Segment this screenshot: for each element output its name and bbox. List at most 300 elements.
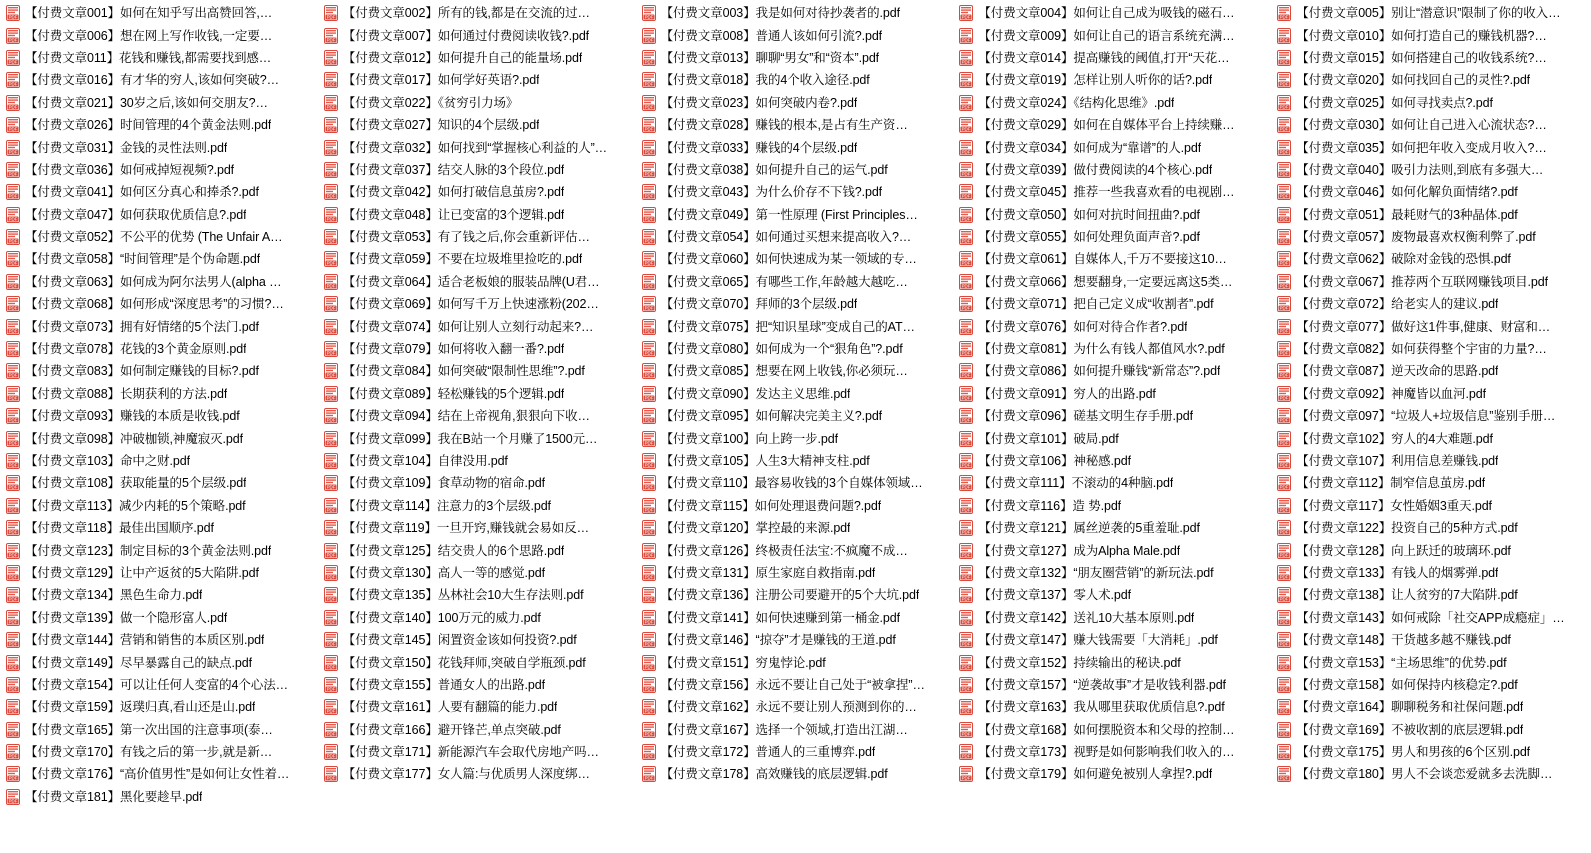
file-list-item[interactable] [955,584,1273,606]
file-list-item[interactable] [955,226,1273,248]
pdf-icon [324,543,338,559]
file-list-item[interactable] [320,338,638,360]
file-list-item[interactable] [638,114,956,136]
svg-text:PDF: PDF [961,328,971,334]
file-list-item[interactable] [320,383,638,405]
file-list-item[interactable] [955,450,1273,472]
file-list-item[interactable] [320,204,638,226]
file-list-item[interactable] [955,315,1273,337]
file-list-item[interactable] [638,562,956,584]
pdf-icon [6,274,20,290]
svg-text:PDF: PDF [1279,171,1289,177]
file-list-item[interactable] [320,674,638,696]
svg-text:PDF: PDF [1279,731,1289,737]
file-list-item[interactable] [955,741,1273,763]
file-list-item[interactable] [320,159,638,181]
file-list-item[interactable] [1273,651,1591,673]
file-list-item[interactable] [320,584,638,606]
file-list-item[interactable] [955,360,1273,382]
svg-text:PDF: PDF [644,238,653,244]
file-list-item[interactable] [1273,24,1591,46]
file-list-item[interactable] [2,383,320,405]
file-list-item[interactable] [2,338,320,360]
file-list-item[interactable] [1273,607,1591,629]
file-name-label: 【付费文章087】逆天改命的思路.pdf [1296,364,1499,379]
file-list-item[interactable] [955,607,1273,629]
svg-text:PDF: PDF [326,395,336,401]
file-name-label: 【付费文章106】神秘感.pdf [978,454,1131,468]
file-list-item[interactable] [1273,495,1591,517]
file-name-label: 【付费文章149】尽早暴露自己的缺点.pdf [25,655,253,670]
file-list-item[interactable] [2,763,320,785]
file-name-label: 【付费文章019】怎样让别人听你的话?.pdf [978,73,1213,88]
file-list-item[interactable] [638,607,956,629]
file-name-label: 【付费文章176】“高价值男性”是如何让女性着… [25,767,290,782]
file-list-item[interactable] [955,159,1273,181]
svg-text:PDF: PDF [961,552,971,558]
file-list-item[interactable] [955,2,1273,24]
file-list-item[interactable] [638,427,956,449]
svg-text:PDF: PDF [644,664,653,670]
pdf-icon [6,520,20,536]
svg-text:PDF: PDF [326,14,336,20]
file-list-item[interactable] [2,248,320,270]
file-list-item[interactable] [1273,92,1591,114]
file-list-item[interactable] [1273,159,1591,181]
file-list-item[interactable] [320,539,638,561]
pdf-icon [324,520,338,536]
file-name-label: 【付费文章054】如何通过买想来提高收入?… [660,230,912,245]
svg-text:PDF: PDF [326,708,336,714]
pdf-icon [642,162,656,178]
file-list-item[interactable] [638,763,956,785]
file-name-label: 【付费文章035】如何把年收入变成月收入?… [1296,140,1547,155]
file-list-item[interactable] [638,315,956,337]
file-list-item[interactable] [638,92,956,114]
file-list-item[interactable] [320,607,638,629]
svg-text:PDF: PDF [326,776,336,782]
file-list-item[interactable] [638,159,956,181]
file-list-item[interactable] [1273,472,1591,494]
file-list-item[interactable] [320,293,638,315]
file-name-label: 【付费文章016】有才华的穷人,该如何突破?… [25,73,279,88]
svg-text:PDF: PDF [961,619,971,625]
file-name-label: 【付费文章018】我的4个收入途径.pdf [660,73,870,88]
file-list-item[interactable] [2,293,320,315]
file-name-label: 【付费文章011】花钱和赚钱,都需要找到感… [25,50,272,65]
pdf-icon [6,140,20,156]
file-list-item[interactable] [1273,696,1591,718]
file-list-item[interactable] [1273,69,1591,91]
file-list-item[interactable] [320,405,638,427]
file-list-item[interactable] [955,719,1273,741]
file-list-item[interactable] [638,584,956,606]
file-list-item[interactable] [2,204,320,226]
pdf-icon [6,543,20,559]
file-list-spacer [2,808,320,830]
file-list-item[interactable] [2,607,320,629]
file-list-item[interactable] [2,674,320,696]
file-list-item[interactable] [955,562,1273,584]
pdf-icon [6,363,20,379]
file-list-item[interactable] [638,405,956,427]
pdf-icon [642,408,656,424]
file-list-item[interactable] [638,293,956,315]
file-list-item[interactable] [955,629,1273,651]
file-name-label: 【付费文章063】如何成为阿尔法男人(alpha … [25,274,282,289]
file-list-item[interactable] [955,517,1273,539]
file-list-item[interactable] [2,562,320,584]
file-list-item[interactable] [2,584,320,606]
file-list-item[interactable] [2,114,320,136]
file-name-label: 【付费文章057】废物最喜欢权衡利弊了.pdf [1296,230,1536,245]
file-list-item[interactable] [320,696,638,718]
file-list-item[interactable] [2,24,320,46]
file-list-item[interactable] [638,69,956,91]
file-name-label: 【付费文章039】做付费阅读的4个核心.pdf [978,162,1213,177]
file-list-item[interactable] [320,495,638,517]
file-name-label: 【付费文章007】如何通过付费阅读收钱?.pdf [342,28,590,43]
pdf-icon [642,453,656,469]
file-list-item[interactable] [2,427,320,449]
file-list-item[interactable] [638,651,956,673]
svg-text:PDF: PDF [326,753,336,759]
pdf-icon [324,50,338,66]
file-list-item[interactable] [320,2,638,24]
file-list-item[interactable] [1273,517,1591,539]
file-list-item[interactable] [638,338,956,360]
file-list-item[interactable] [320,629,638,651]
file-list-item[interactable] [955,472,1273,494]
file-list-item[interactable] [638,271,956,293]
pdf-icon [1277,28,1291,44]
file-name-label: 【付费文章129】让中产返贫的5大陷阱.pdf [25,565,259,580]
svg-text:PDF: PDF [644,619,653,625]
svg-text:PDF: PDF [961,417,971,423]
svg-text:PDF: PDF [1279,686,1289,692]
svg-text:PDF: PDF [1279,417,1289,423]
file-list-item[interactable] [2,741,320,763]
pdf-icon [642,28,656,44]
file-list-item[interactable] [2,786,320,808]
pdf-icon [6,28,20,44]
file-list-item[interactable] [638,517,956,539]
svg-text:PDF: PDF [8,552,18,558]
file-name-label: 【付费文章115】如何处理退费问题?.pdf [660,498,882,513]
file-list-item[interactable] [320,226,638,248]
file-list-item[interactable] [2,651,320,673]
pdf-icon [642,229,656,245]
file-list-item[interactable] [320,360,638,382]
svg-text:PDF: PDF [8,216,18,222]
file-list-item[interactable] [320,271,638,293]
file-list-item[interactable] [955,763,1273,785]
svg-text:PDF: PDF [326,193,336,199]
file-list-item[interactable] [320,472,638,494]
file-list-item[interactable] [955,338,1273,360]
pdf-icon [6,655,20,671]
file-name-label: 【付费文章014】提高赚钱的阈值,打开“天花… [978,50,1230,65]
file-name-label: 【付费文章098】冲破枷锁,神魔寂灭.pdf [25,431,243,446]
file-list-item[interactable] [320,562,638,584]
file-list-item[interactable] [638,24,956,46]
file-name-label: 【付费文章034】如何成为“靠谱”的人.pdf [978,140,1202,155]
file-list-item[interactable] [1273,741,1591,763]
file-list-item[interactable] [955,383,1273,405]
file-list-item[interactable] [320,69,638,91]
file-list-item[interactable] [955,696,1273,718]
file-list-item[interactable] [1273,539,1591,561]
file-list-item[interactable] [1273,360,1591,382]
file-list-item[interactable] [1273,719,1591,741]
file-list-item[interactable] [320,651,638,673]
svg-text:PDF: PDF [644,596,653,602]
file-name-label: 【付费文章076】如何对待合作者?.pdf [978,319,1188,334]
file-list-item[interactable] [955,47,1273,69]
file-list-item[interactable] [638,136,956,158]
file-list-item[interactable] [2,315,320,337]
file-name-label: 【付费文章055】如何处理负面声音?.pdf [978,230,1200,245]
file-list-item[interactable] [2,450,320,472]
file-list-item[interactable] [320,741,638,763]
pdf-icon [642,386,656,402]
file-list-item[interactable] [320,763,638,785]
file-list-item[interactable] [955,674,1273,696]
pdf-icon [324,610,338,626]
file-list-item[interactable] [1273,2,1591,24]
file-list-item[interactable] [2,629,320,651]
file-list-item[interactable] [320,517,638,539]
file-list-item[interactable] [2,405,320,427]
file-list-item[interactable] [638,181,956,203]
file-list-item[interactable] [1273,181,1591,203]
svg-text:PDF: PDF [326,283,336,289]
file-list-item[interactable] [320,427,638,449]
pdf-icon [642,632,656,648]
file-list-item[interactable] [638,629,956,651]
file-list-item[interactable] [638,539,956,561]
file-list-item[interactable] [638,741,956,763]
file-name-label: 【付费文章104】自律没用.pdf [342,454,508,468]
svg-text:PDF: PDF [8,664,18,670]
pdf-icon [642,319,656,335]
file-name-label: 【付费文章112】制窄信息茧房.pdf [1296,476,1486,491]
file-list-item[interactable] [320,248,638,270]
file-list-item[interactable] [1273,293,1591,315]
svg-text:PDF: PDF [326,596,336,602]
file-list-item[interactable] [320,181,638,203]
file-list-item[interactable] [2,495,320,517]
file-list-item[interactable] [955,405,1273,427]
pdf-icon [959,251,973,267]
file-list-item[interactable] [638,2,956,24]
file-list-item[interactable] [2,539,320,561]
file-list-item[interactable] [2,719,320,741]
file-list-item[interactable] [2,472,320,494]
file-list-item[interactable] [955,69,1273,91]
file-list-item[interactable] [955,92,1273,114]
file-list-item[interactable] [638,360,956,382]
file-list-item[interactable] [2,271,320,293]
file-list-item[interactable] [320,92,638,114]
svg-text:PDF: PDF [1279,708,1289,714]
file-name-label: 【付费文章179】如何避免被别人拿捏?.pdf [978,767,1213,782]
file-list-item[interactable] [2,92,320,114]
file-name-label: 【付费文章134】黑色生命力.pdf [25,588,203,603]
file-name-label: 【付费文章171】新能源汽车会取代房地产吗… [342,745,599,760]
file-list-item[interactable] [638,47,956,69]
file-list-item[interactable] [955,651,1273,673]
pdf-icon [1277,431,1291,447]
file-list-item[interactable] [638,696,956,718]
file-name-label: 【付费文章120】掌控最的来源.pdf [660,521,851,536]
file-name-label: 【付费文章154】可以让任何人变富的4个心法… [25,677,289,692]
svg-text:PDF: PDF [644,462,653,468]
file-name-label: 【付费文章072】给老实人的建议.pdf [1296,297,1499,312]
svg-text:PDF: PDF [961,305,971,311]
file-list-item[interactable] [955,271,1273,293]
svg-text:PDF: PDF [961,59,971,65]
pdf-icon [6,162,20,178]
pdf-icon [1277,140,1291,156]
svg-text:PDF: PDF [961,395,971,401]
file-list-item[interactable] [2,136,320,158]
file-list-item[interactable] [1273,248,1591,270]
file-list-item[interactable] [1273,383,1591,405]
file-list-item[interactable] [1273,114,1591,136]
file-list-item[interactable] [955,293,1273,315]
file-name-label: 【付费文章142】送礼10大基本原则.pdf [978,610,1195,625]
file-name-label: 【付费文章050】如何对抗时间扭曲?.pdf [978,207,1200,222]
pdf-icon [324,184,338,200]
file-list-item[interactable] [320,136,638,158]
file-list-item[interactable] [2,696,320,718]
file-list-item[interactable] [638,450,956,472]
file-list-item[interactable] [955,114,1273,136]
svg-text:PDF: PDF [8,619,18,625]
svg-text:PDF: PDF [961,776,971,782]
file-list-item[interactable] [955,427,1273,449]
file-name-label: 【付费文章158】如何保持内核稳定?.pdf [1296,677,1518,692]
pdf-icon [959,162,973,178]
pdf-icon [1277,587,1291,603]
file-name-label: 【付费文章008】普通人该如何引流?.pdf [660,28,883,43]
file-list-item[interactable] [1273,204,1591,226]
svg-text:PDF: PDF [8,484,18,490]
file-list-item[interactable] [320,315,638,337]
file-list-item[interactable] [1273,47,1591,69]
file-list-item[interactable] [320,114,638,136]
file-list-item[interactable] [638,226,956,248]
file-list-item[interactable] [1273,271,1591,293]
file-list-item[interactable] [320,24,638,46]
file-list-item[interactable] [638,472,956,494]
file-list-item[interactable] [1273,427,1591,449]
file-list-item[interactable] [1273,450,1591,472]
file-list-item[interactable] [955,539,1273,561]
svg-text:PDF: PDF [644,507,653,513]
svg-text:PDF: PDF [644,216,653,222]
file-list-item[interactable] [1273,315,1591,337]
svg-text:PDF: PDF [1279,149,1289,155]
file-list-item[interactable] [1273,405,1591,427]
file-name-label: 【付费文章114】注意力的3个层级.pdf [342,498,551,513]
file-name-label: 【付费文章052】不公平的优势 (The Unfair A… [25,230,283,245]
file-list-item[interactable] [1273,584,1591,606]
file-list-item[interactable] [638,248,956,270]
file-list-item[interactable] [2,181,320,203]
pdf-icon [959,50,973,66]
file-name-label: 【付费文章015】如何搭建自己的收钱系统?… [1296,50,1547,65]
file-list-item[interactable] [320,450,638,472]
file-list-item[interactable] [2,517,320,539]
file-list-item[interactable] [955,204,1273,226]
file-list-item[interactable] [638,719,956,741]
file-list-item[interactable] [1273,763,1591,785]
file-list-item[interactable] [1273,136,1591,158]
pdf-icon [6,207,20,223]
file-list-item[interactable] [2,226,320,248]
file-list-spacer [638,808,956,830]
file-list-item[interactable] [1273,629,1591,651]
file-list-item[interactable] [2,47,320,69]
file-list-item[interactable] [955,181,1273,203]
file-list-item[interactable] [638,495,956,517]
file-list-item[interactable] [955,24,1273,46]
file-list-item[interactable] [1273,562,1591,584]
file-name-label: 【付费文章145】闲置资金该如何投资?.pdf [342,633,577,648]
pdf-icon [959,655,973,671]
pdf-icon [324,162,338,178]
file-name-label: 【付费文章061】自媒体人,千万不要接这10… [978,252,1227,267]
file-list-item[interactable] [955,248,1273,270]
svg-text:PDF: PDF [1279,328,1289,334]
file-name-label: 【付费文章091】穷人的出路.pdf [978,386,1156,401]
file-list-item[interactable] [320,719,638,741]
file-list-item[interactable] [2,360,320,382]
pdf-icon [6,744,20,760]
file-list-item[interactable] [2,69,320,91]
svg-text:PDF: PDF [1279,14,1289,20]
file-list-item[interactable] [955,136,1273,158]
file-list-item[interactable] [638,674,956,696]
svg-text:PDF: PDF [961,686,971,692]
pdf-icon [642,363,656,379]
pdf-icon [959,95,973,111]
svg-text:PDF: PDF [8,193,18,199]
file-list-item[interactable] [955,495,1273,517]
svg-text:PDF: PDF [8,596,18,602]
pdf-icon [642,296,656,312]
file-list-item[interactable] [1273,338,1591,360]
file-list-item[interactable] [320,47,638,69]
file-list-item[interactable] [2,159,320,181]
svg-text:PDF: PDF [326,59,336,65]
file-name-label: 【付费文章031】金钱的灵性法则.pdf [25,140,228,155]
svg-text:PDF: PDF [644,641,653,647]
file-name-label: 【付费文章148】干货越多越不赚钱.pdf [1296,633,1511,648]
file-name-label: 【付费文章090】发达主义思维.pdf [660,386,851,401]
file-list-item[interactable] [1273,226,1591,248]
file-name-label: 【付费文章012】如何提升自己的能量场.pdf [342,50,583,65]
file-list-item[interactable] [2,2,320,24]
file-list-item[interactable] [638,383,956,405]
file-name-label: 【付费文章164】聊聊税务和社保问题.pdf [1296,700,1524,715]
pdf-icon [959,520,973,536]
file-list-item[interactable] [1273,674,1591,696]
file-name-label: 【付费文章028】赚钱的根本,是占有生产资… [660,118,908,133]
file-list-item[interactable] [638,204,956,226]
